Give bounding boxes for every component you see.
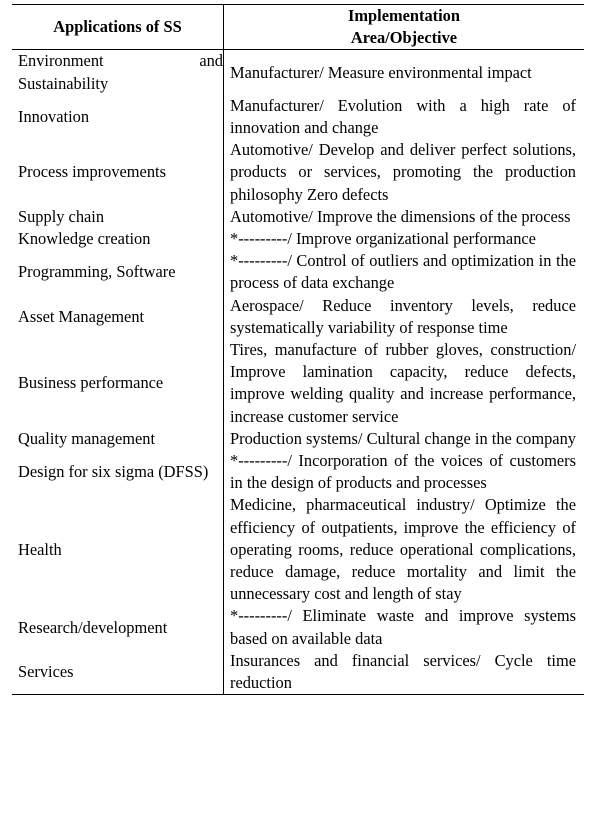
objective-cell: Automotive/ Improve the dimensions of the process: [230, 206, 571, 226]
objective-cell: *---------/ Eliminate waste and improve systems based on available data: [230, 606, 576, 648]
table-row: [12, 250, 584, 294]
objective-cell: *---------/ Incorporation of the voices of customers in the design of products and processes: [230, 451, 576, 493]
objective-cell: Automotive/ Develop and deliver perfect solutions, products or services, promoting the production philosophy Zero defects: [230, 140, 576, 204]
table-row: [12, 228, 584, 250]
application-cell: Knowledge creation: [12, 228, 224, 250]
application-cell: Innovation: [12, 95, 224, 139]
objective-cell: Medicine, pharmaceutical industry/ Optimize the efficiency of outpatients, improve the efficiency of operating rooms, reduce operational complications, reduce damage, reduce mortality and limit the unnecessary cost and length of stay: [230, 495, 576, 604]
objective-cell: Manufacturer/ Evolution with a high rate of innovation and change: [230, 95, 576, 138]
objective-cell: Aerospace/ Reduce inventory levels, reduce systematically variability of response time: [230, 295, 576, 337]
application-cell: Services: [12, 650, 224, 695]
objective-cell: *---------/ Improve organizational performance: [230, 229, 536, 249]
header-row: [12, 5, 584, 50]
table-row: [12, 650, 584, 695]
table-row: [12, 339, 584, 428]
table-row: [12, 95, 584, 139]
header-implementation: [224, 5, 585, 50]
application-cell: Health: [12, 494, 224, 605]
header-implementation-line2: Area/Objective: [350, 28, 458, 48]
table-row: [12, 295, 584, 339]
application-cell: Design for six sigma (DFSS): [12, 450, 224, 494]
applications-table: [12, 4, 584, 695]
table-row: [12, 139, 584, 206]
header-implementation-line1: Implementation: [348, 6, 460, 25]
application-cell: Supply chain: [12, 206, 224, 228]
table-row: [12, 50, 584, 95]
application-cell: Asset Management: [12, 295, 224, 339]
application-cell: Programming, Software: [12, 250, 224, 294]
table-header: [12, 5, 584, 50]
table-row: [12, 450, 584, 494]
table-row: [12, 428, 584, 450]
objective-cell: Production systems/ Cultural change in the company: [230, 428, 576, 448]
objective-cell: Manufacturer/ Measure environmental impact: [230, 62, 532, 82]
objective-cell: Insurances and financial services/ Cycle time reduction: [224, 650, 585, 695]
application-cell: Environment and Sustainability: [12, 50, 224, 95]
application-cell: Quality management: [12, 428, 224, 450]
table-body: [12, 50, 584, 695]
application-cell: Process improvements: [12, 139, 224, 206]
application-cell: Research/development: [12, 605, 224, 649]
application-cell: Business performance: [12, 339, 224, 428]
objective-cell: Tires, manufacture of rubber gloves, construction/ Improve lamination capacity, reduce defects, improve welding quality and increase performance, increase customer service: [230, 340, 576, 426]
table-row: [12, 494, 584, 605]
objective-cell: *---------/ Control of outliers and optimization in the process of data exchange: [230, 251, 576, 293]
table-row: [12, 206, 584, 228]
header-applications: Applications of SS: [12, 5, 224, 50]
table-row: [12, 605, 584, 649]
